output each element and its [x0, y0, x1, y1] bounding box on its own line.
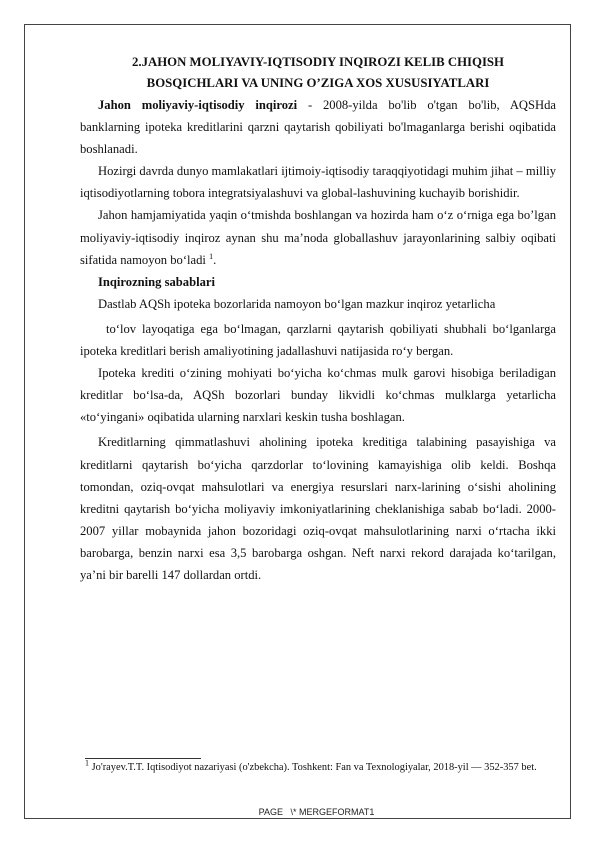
paragraph-definition [80, 94, 556, 160]
footnote-separator [85, 758, 201, 759]
definition-text: - 2008-yilda bo'lib o'tgan bo'lib, AQSHda banklarning ipoteka kreditlarini qarzni qaytarish qobiliyati bo'lmaganlarga berishi oqibatida boshlanadi. [80, 98, 557, 157]
footer-page-label: PAGE [258, 807, 283, 817]
section-title [80, 52, 556, 94]
footer-field-code: \* MERGEFORMAT1 [290, 807, 375, 817]
causes-heading: Inqirozning sabablari [98, 274, 215, 289]
section-title-line-1: 2.JAHON MOLIYAVIY-IQTISODIY INQIROZI KELIB CHIQISH [131, 55, 505, 69]
globalization-text: Jahon hamjamiyatida yaqin o‘tmishda boshlangan va hozirda ham o‘z o‘rniga ega bo’lgan moliyaviy-iqtisodiy inqiroz aynan shu ma’noda globallashuv jarayonlarining salbiy oqibati sifatida namoyon bo‘ladi [80, 208, 556, 267]
paragraph-mortgage-continued: to‘lov layoqatiga ega bo‘lmagan, qarzlarni qaytarish qobiliyati shubhali bo‘lganlarga ipoteka kreditlari berish amaliyotining jadallashuvi natijasida ro‘y bergan. [80, 321, 556, 359]
paragraph-mortgage-start: Dastlab AQSh ipoteka bozorlarida namoyon bo‘lgan mazkur inqiroz yetarlicha [98, 296, 496, 311]
paragraph-mortgage-credit: Ipoteka krediti o‘zining mohiyati bo‘yicha ko‘chmas mulk garovi hisobiga beriladigan kreditlar bo‘lsa-da, AQSh bozorlari bunday likvidli ko‘chmas mulklarga yetarlicha «to‘yingani» oqibatida ularning narxlari keskin tusha boshlagan. [80, 366, 556, 425]
footnote-text: Jo'rayev.T.T. Iqtisodiyot nazariyasi (o'zbekcha). Toshkent: Fan va Texnologiyalar, 2018-yil — 352-357 bet. [89, 762, 537, 773]
paragraph-integration: Hozirgi davrda dunyo mamlakatlari ijtimoiy-iqtisodiy taraqqiyotidagi muhim jihat – milliy iqtisodiyotlarning tobora integratsiyalashuvi va global-lashuvining kuchayib borishidir. [80, 164, 556, 201]
paragraph-globalization [80, 204, 556, 270]
section-title-line-2: BOSQICHLARI VA UNING O’ZIGA XOS XUSUSIYATLARI [146, 76, 490, 90]
footnote [85, 758, 555, 775]
footnote-mark: 1 [85, 758, 89, 768]
document-body [80, 52, 556, 586]
page-footer [0, 807, 595, 817]
term-bold: Jahon moliyaviy-iqtisodiy inqirozi [98, 98, 298, 112]
paragraph-credit-prices: Kreditlarning qimmatlashuvi aholining ipoteka kreditiga talabining pasayishiga va kreditlarni qaytarish bo‘yicha qarzdorlar to‘lovining kamayishiga olib keldi. Boshqa tomondan, oziq-ovqat mahsulotlari va energiya resurslari narx-larining o‘sishi aholining kreditni qaytarish bo‘yicha moliyaviy imkoniyatlarining cheklanishiga sabab bo‘ladi. 2000-2007 yillar mobaynida jahon bozoridagi oziq-ovqat mahsulotlarining narxi o‘rtacha ikki barobarga, benzin narxi esa 3,5 barobarga oshgan. Neft narxi rekord darajada ko‘tarilgan, ya’ni bir barelli 147 dollardan ortdi. [80, 435, 556, 582]
globalization-end: . [213, 252, 217, 267]
footnote-reference[interactable]: 1 [209, 251, 214, 261]
